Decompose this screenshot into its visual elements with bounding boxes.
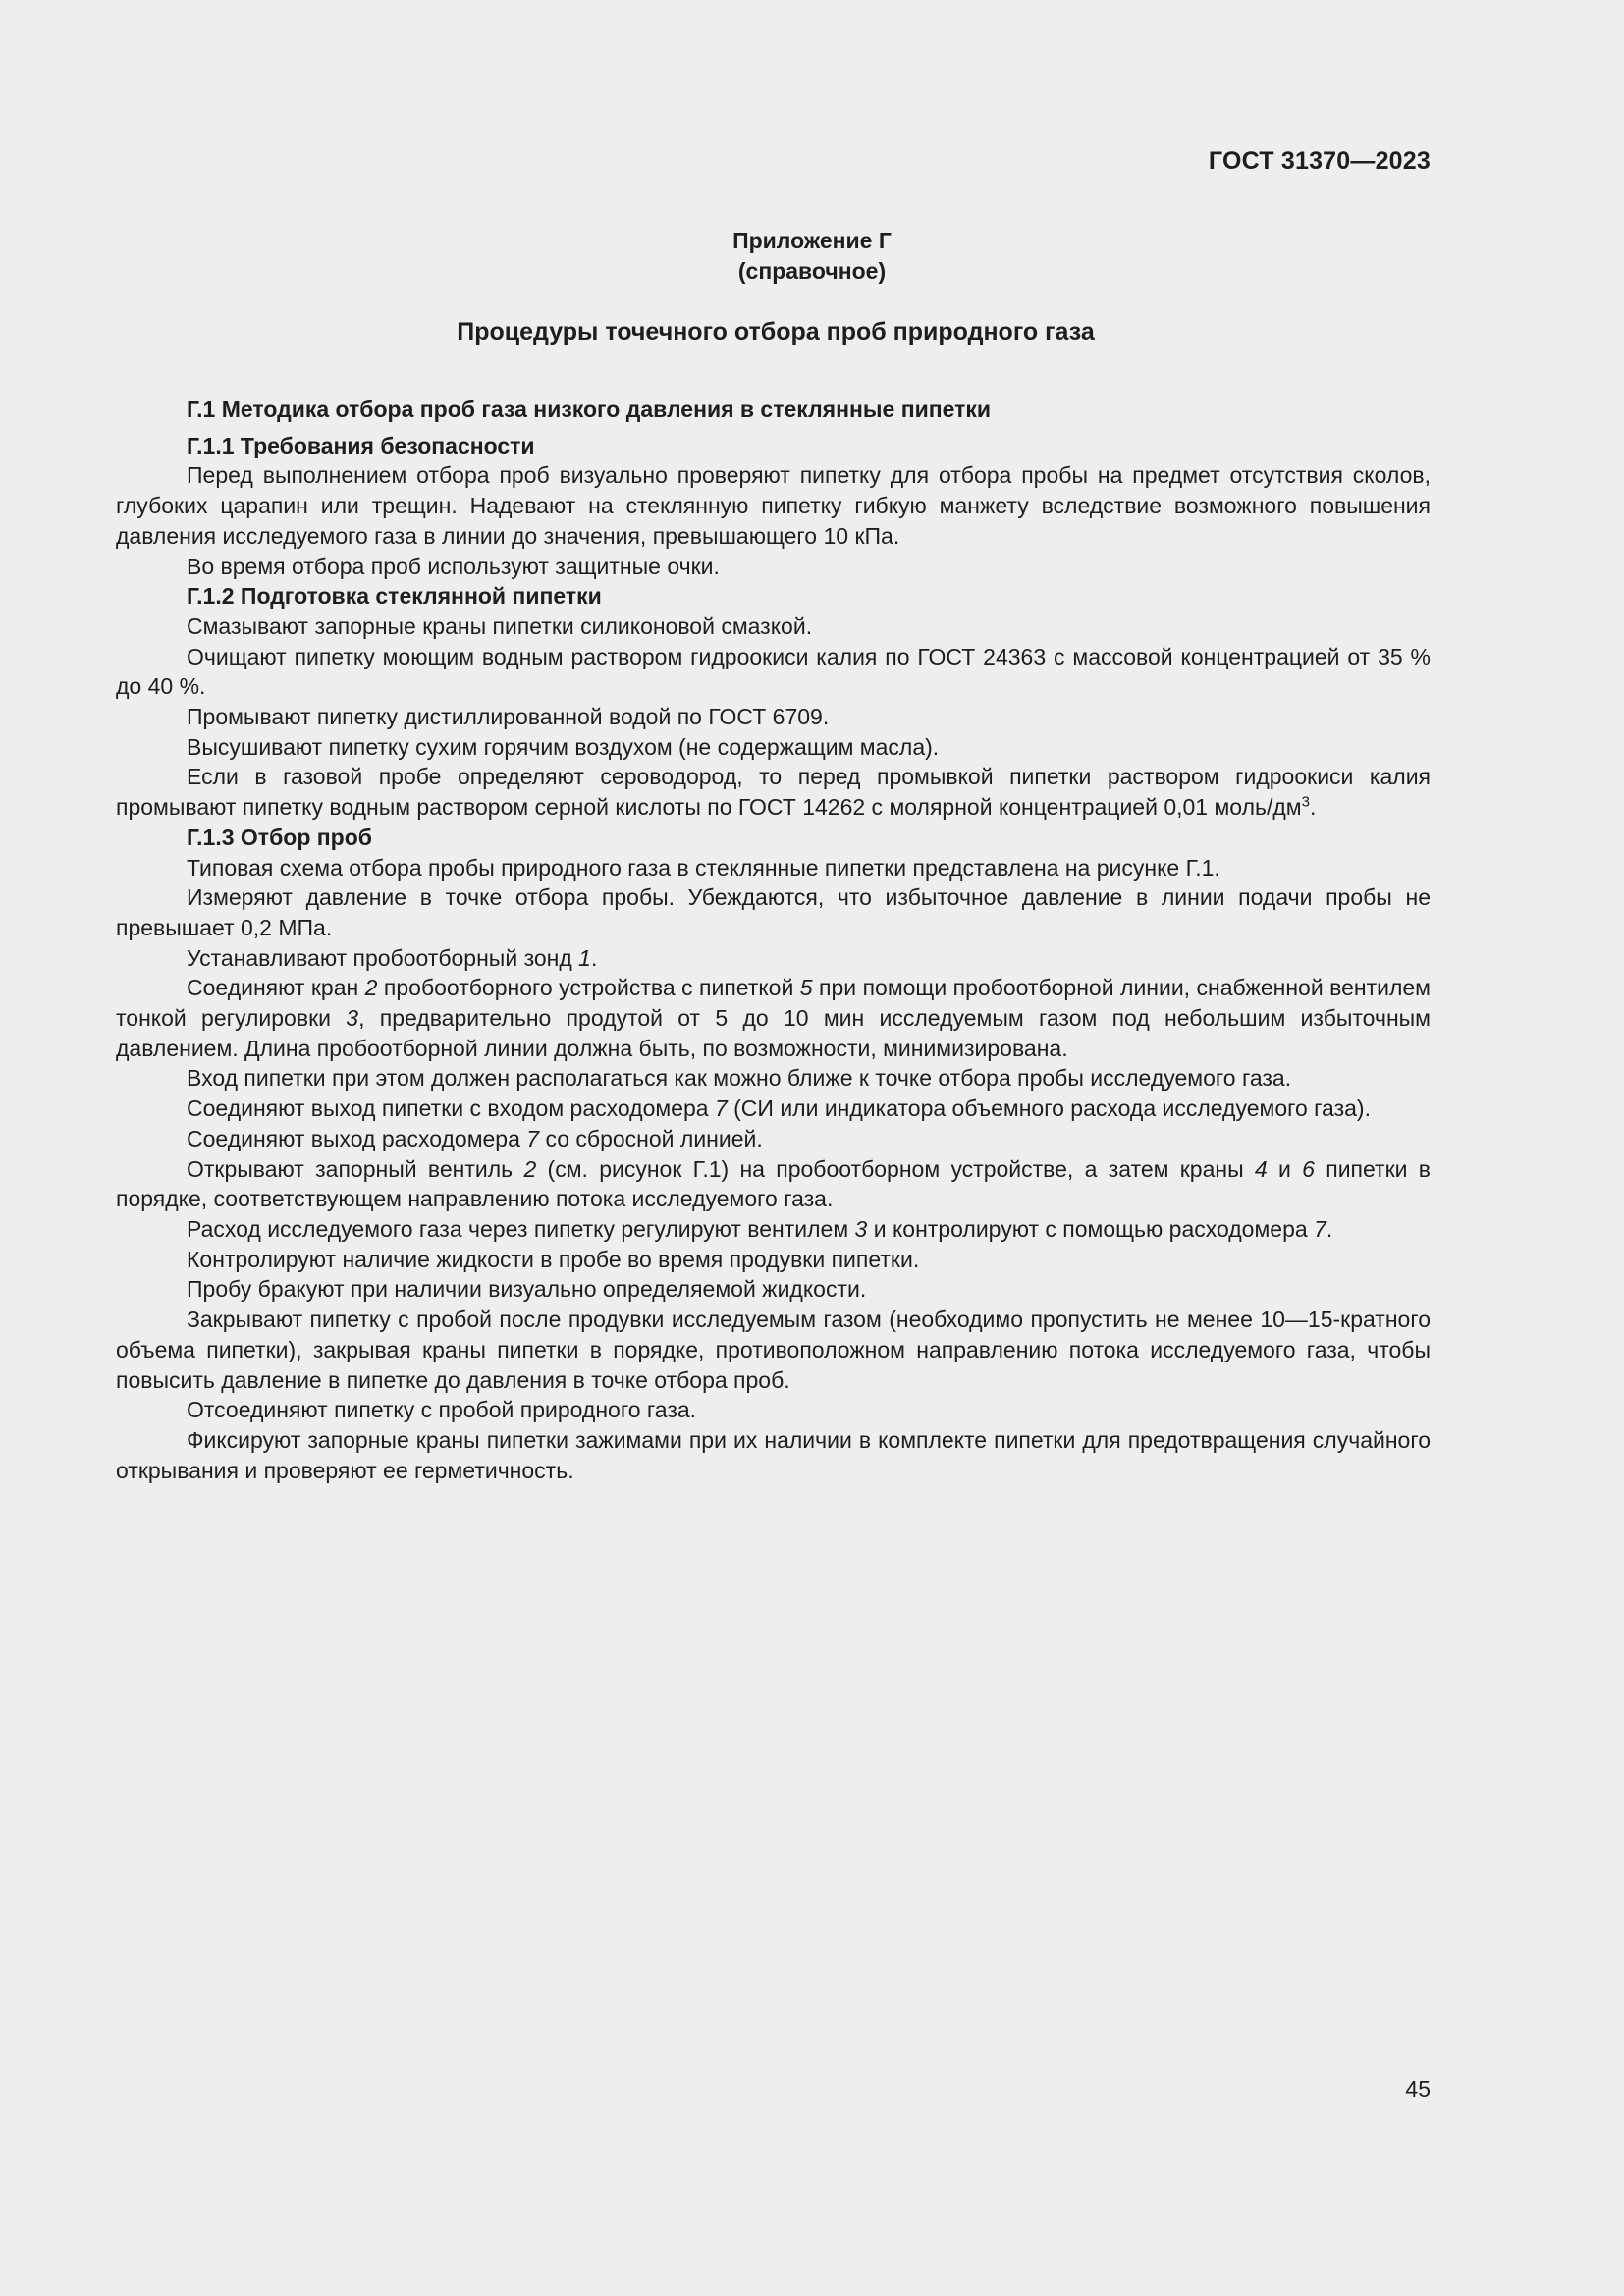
paragraph <box>116 642 1431 702</box>
text-segment: Перед выполнением отбора проб визуально проверяют пипетку для отбора пробы на предмет отсутствия сколов, глубоких царапин или трещин. Надевают на стеклянную пипетку гибкую манжету вследствие возможного повышения давления исследуемого газа в линии до значения, превышающего 10 кПа. <box>116 462 1431 549</box>
subsection-heading <box>116 431 1431 461</box>
paragraph <box>116 1274 1431 1305</box>
figure-ref-number: 7 <box>526 1125 540 1151</box>
text-segment: пипетки в порядке, соответствующем направлению потока исследуемого газа. <box>116 1155 1431 1212</box>
text-segment: Расход исследуемого газа через пипетку регулируют вентилем <box>187 1215 855 1242</box>
text-segment: Промывают пипетку дистиллированной водой по ГОСТ 6709. <box>187 704 830 730</box>
text-segment: Во время отбора проб используют защитные очки. <box>187 553 720 579</box>
page-title: Процедуры точечного отбора проб природного газа <box>457 318 1095 346</box>
figure-ref-number: 7 <box>1314 1215 1326 1242</box>
paragraph <box>116 882 1431 942</box>
paragraph <box>116 1063 1431 1094</box>
figure-ref-number: 4 <box>1254 1155 1268 1182</box>
text-segment: Соединяют выход расходомера <box>187 1125 527 1151</box>
text-segment: Типовая схема отбора пробы природного газа в стеклянные пипетки представлена на рисунке Г.1. <box>187 854 1220 881</box>
paragraph <box>116 1425 1431 1485</box>
body-text <box>116 395 1431 1485</box>
text-segment: . <box>590 944 598 971</box>
paragraph <box>116 1395 1431 1425</box>
text-segment: . <box>1326 1215 1333 1242</box>
figure-ref-number: 2 <box>523 1155 537 1182</box>
subsection-heading <box>116 823 1431 853</box>
appendix-type: (справочное) <box>737 258 887 284</box>
paragraph <box>116 1245 1431 1275</box>
paragraph <box>116 1305 1431 1395</box>
figure-ref-number: 3 <box>346 1005 359 1032</box>
paragraph <box>116 1154 1431 1214</box>
text-segment: Г.1.1 Требования безопасности <box>187 432 535 458</box>
figure-ref-number: 1 <box>578 944 591 971</box>
text-segment: Г.1.2 Подготовка стеклянной пипетки <box>187 583 602 610</box>
text-segment: Высушивают пипетку сухим горячим воздухом (не содержащим масла). <box>187 733 940 760</box>
text-segment: Измеряют давление в точке отбора пробы. Убеждаются, что избыточное давление в линии подачи пробы не превышает 0,2 МПа. <box>116 884 1431 940</box>
text-segment: Открывают запорный вентиль <box>187 1155 524 1182</box>
text-segment: Смазывают запорные краны пипетки силиконовой смазкой. <box>187 613 813 639</box>
text-segment: Г.1 Методика отбора проб газа низкого давления в стеклянные пипетки <box>187 397 992 422</box>
text-segment: Очищают пипетку моющим водным раствором гидроокиси калия по ГОСТ 24363 с массовой концентрацией от 35 % до 40 %. <box>116 643 1431 700</box>
paragraph <box>116 552 1431 582</box>
paragraph <box>116 762 1431 822</box>
text-segment: Вход пипетки при этом должен располагаться как можно ближе к точке отбора пробы исследуемого газа. <box>187 1065 1292 1092</box>
text-segment: , предварительно продутой от 5 до 10 мин исследуемым газом под небольшим избыточным давлением. Длина пробоотборной линии должна быть, по возможности, минимизирована. <box>116 1005 1431 1061</box>
text-segment: Соединяют выход пипетки с входом расходомера <box>187 1095 715 1122</box>
paragraph <box>116 460 1431 551</box>
text-segment: Пробу бракуют при наличии визуально определяемой жидкости. <box>187 1276 867 1303</box>
text-segment: Закрывают пипетку с пробой после продувки исследуемым газом (необходимо пропустить не менее 10—15-кратного объема пипетки), закрывая краны пипетки в порядке, противоположном направлению потока исследуемого газа, чтобы повысить давление в пипетке до давления в точке отбора проб. <box>116 1307 1431 1393</box>
text-segment: пробоотборного устройства с пипеткой <box>377 975 800 1001</box>
paragraph <box>116 732 1431 763</box>
section-heading <box>116 395 1431 425</box>
text-segment: Контролируют наличие жидкости в пробе во время продувки пипетки. <box>187 1246 920 1272</box>
paragraph <box>116 973 1431 1063</box>
text-segment: Соединяют кран <box>187 975 365 1001</box>
text-segment: Устанавливают пробоотборный зонд <box>187 944 579 971</box>
figure-ref-number: 6 <box>1302 1155 1315 1182</box>
text-segment: (СИ или индикатора объемного расхода исследуемого газа). <box>727 1095 1371 1122</box>
superscript: 3 <box>1301 793 1310 811</box>
page-number: 45 <box>1405 2076 1431 2102</box>
figure-ref-number: 3 <box>854 1215 868 1242</box>
paragraph <box>116 1214 1431 1245</box>
appendix-label: Приложение Г <box>732 228 892 253</box>
text-segment: Отсоединяют пипетку с пробой природного газа. <box>187 1397 697 1423</box>
paragraph <box>116 1124 1431 1154</box>
paragraph <box>116 702 1431 732</box>
figure-ref-number: 2 <box>364 975 378 1001</box>
text-segment: Фиксируют запорные краны пипетки зажимами при их наличии в комплекте пипетки для предотвращения случайного открывания и проверяют ее герметичность. <box>116 1426 1431 1483</box>
text-segment: Г.1.3 Отбор проб <box>187 824 372 850</box>
text-segment: и контролируют с помощью расходомера <box>867 1215 1315 1242</box>
text-segment: (см. рисунок Г.1) на пробоотборном устройстве, а затем краны <box>536 1155 1255 1182</box>
text-segment: Если в газовой пробе определяют сероводород, то перед промывкой пипетки раствором гидроокиси калия промывают пипетку водным раствором серной кислоты по ГОСТ 14262 с молярной концентрацией 0,01 моль/дм <box>116 764 1431 821</box>
paragraph <box>116 943 1431 974</box>
standard-code: ГОСТ 31370—2023 <box>1208 147 1431 175</box>
text-segment: . <box>1309 794 1317 821</box>
figure-ref-number: 7 <box>714 1095 728 1122</box>
subsection-heading <box>116 581 1431 612</box>
paragraph <box>116 853 1431 883</box>
text-segment: при помощи пробоотборной линии, снабженной вентилем тонкой регулировки <box>116 975 1431 1032</box>
paragraph <box>116 1094 1431 1124</box>
text-segment: и <box>1267 1155 1303 1182</box>
figure-ref-number: 5 <box>799 975 813 1001</box>
paragraph <box>116 612 1431 642</box>
text-segment: со сбросной линией. <box>539 1125 763 1151</box>
appendix-heading <box>0 226 1624 287</box>
